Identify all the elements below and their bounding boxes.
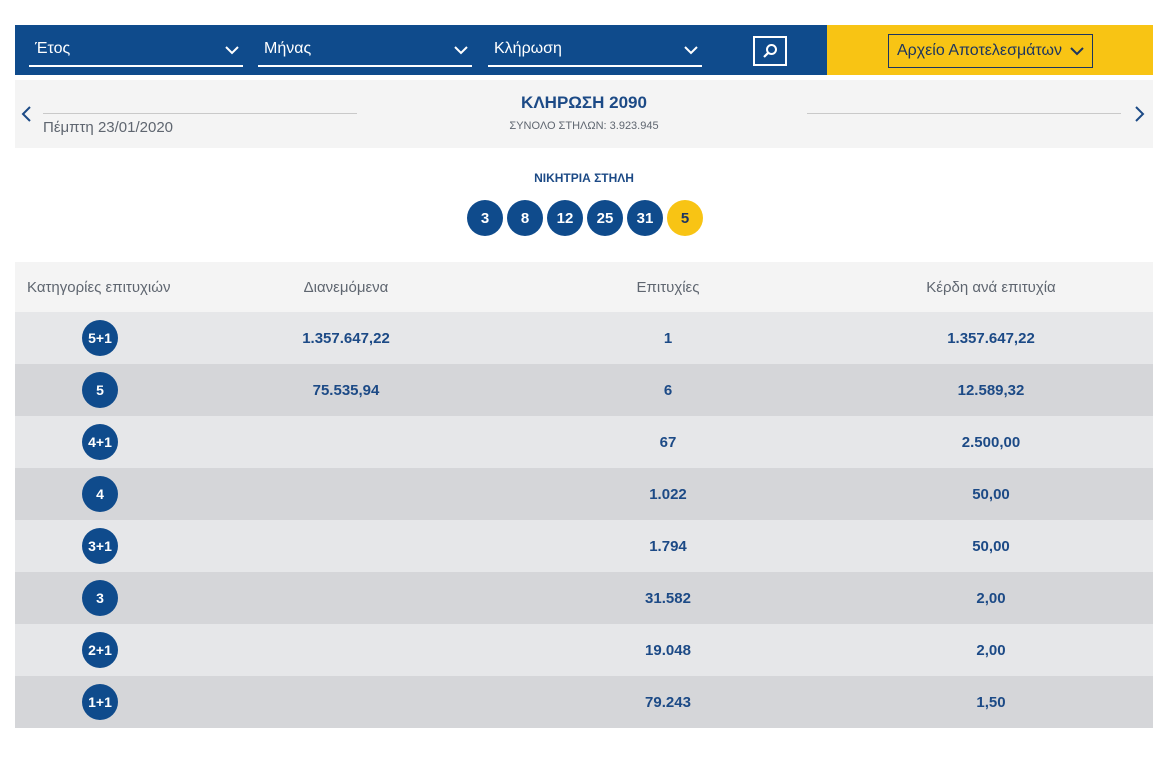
draw-title: ΚΛΗΡΩΣΗ 2090: [521, 93, 647, 112]
table-row: [15, 676, 1153, 728]
table-row: [15, 364, 1153, 416]
draw-select[interactable]: [488, 37, 702, 67]
divider-line: [43, 113, 357, 114]
winning-number-ball: 3: [467, 200, 503, 236]
chevron-down-icon: [1070, 44, 1084, 58]
winning-number-ball: 25: [587, 200, 623, 236]
chevron-down-icon: [454, 43, 468, 57]
prize-value: 50,00: [972, 537, 1010, 555]
distributed-value: 75.535,94: [312, 381, 380, 399]
winning-number-ball: 8: [507, 200, 543, 236]
prize-value: 12.589,32: [957, 381, 1025, 399]
search-button[interactable]: [753, 36, 787, 66]
winning-number-ball: 12: [547, 200, 583, 236]
table-row: [15, 572, 1153, 624]
table-row: [15, 468, 1153, 520]
prize-value: 2.500,00: [961, 433, 1021, 451]
winners-value: 1.022: [649, 485, 687, 503]
archive-dropdown-label: Αρχείο Αποτελεσμάτων: [897, 42, 1062, 59]
category-badge: 5+1: [82, 320, 118, 356]
category-badge: 2+1: [82, 632, 118, 668]
prize-value: 1,50: [976, 693, 1006, 711]
category-badge: 4: [82, 476, 118, 512]
table-row: [15, 416, 1153, 468]
winning-number-ball: 31: [627, 200, 663, 236]
divider-line: [807, 113, 1121, 114]
winners-value: 67: [659, 433, 677, 451]
archive-panel: [827, 25, 1153, 75]
year-select[interactable]: [29, 37, 243, 67]
category-badge: 4+1: [82, 424, 118, 460]
table-row: [15, 624, 1153, 676]
month-select-label: Μήνας: [264, 40, 312, 57]
prize-value: 2,00: [976, 589, 1006, 607]
winners-value: 6: [663, 381, 673, 399]
bonus-number-ball: 5: [667, 200, 703, 236]
table-header: [15, 262, 1153, 312]
winners-value: 79.243: [645, 693, 691, 711]
prize-value: 1.357.647,22: [947, 329, 1035, 347]
year-select-label: Έτος: [35, 40, 71, 57]
winners-value: 1: [663, 329, 673, 347]
total-columns: ΣΥΝΟΛΟ ΣΤΗΛΩΝ: 3.923.945: [509, 120, 659, 132]
header-category: Κατηγορίες επιτυχιών: [27, 278, 171, 296]
chevron-down-icon: [225, 43, 239, 57]
draw-info-bar: [15, 80, 1153, 148]
header-distributed: Διανεμόμενα: [303, 278, 389, 296]
category-badge: 1+1: [82, 684, 118, 720]
table-row: [15, 520, 1153, 572]
prize-value: 50,00: [972, 485, 1010, 503]
chevron-down-icon: [684, 43, 698, 57]
search-icon: [762, 43, 778, 59]
winners-value: 31.582: [645, 589, 691, 607]
results-table: [15, 262, 1153, 728]
winning-numbers: [1, 200, 1168, 236]
header-winners: Επιτυχίες: [636, 278, 700, 296]
distributed-value: 1.357.647,22: [302, 329, 390, 347]
prize-value: 2,00: [976, 641, 1006, 659]
winners-value: 19.048: [645, 641, 691, 659]
winning-column-label: ΝΙΚΗΤΡΙΑ ΣΤΗΛΗ: [534, 171, 634, 185]
category-badge: 3+1: [82, 528, 118, 564]
draw-date: Πέμπτη 23/01/2020: [43, 119, 174, 136]
month-select[interactable]: [258, 37, 472, 67]
chevron-right-icon[interactable]: [1132, 105, 1146, 123]
header-prize: Κέρδη ανά επιτυχία: [926, 278, 1056, 296]
category-badge: 3: [82, 580, 118, 616]
category-badge: 5: [82, 372, 118, 408]
draw-select-label: Κλήρωση: [494, 40, 562, 57]
archive-dropdown[interactable]: [888, 34, 1093, 68]
winners-value: 1.794: [649, 537, 687, 555]
top-filter-bar: [15, 25, 1153, 75]
table-row: [15, 312, 1153, 364]
